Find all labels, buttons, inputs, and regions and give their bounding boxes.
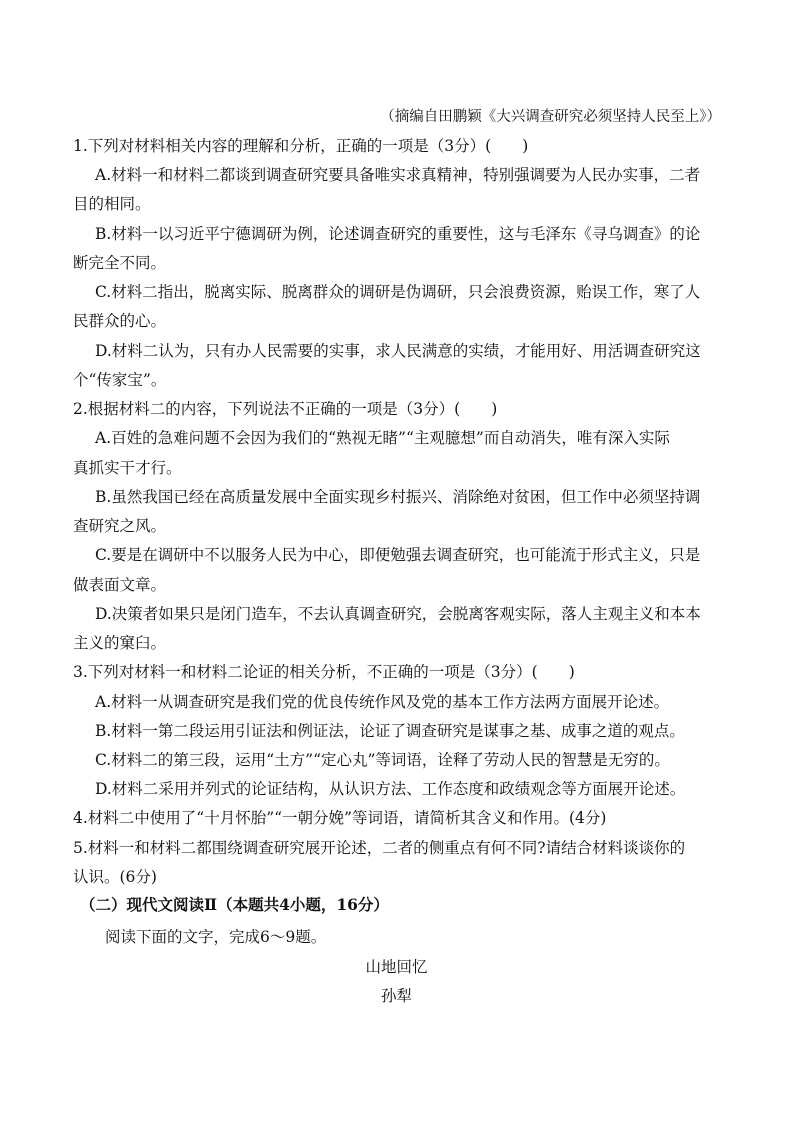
article-title: 山地回忆 (365, 958, 428, 976)
question-4: 4.材料二中使用了“十月怀胎”“一朝分娩”等词语，请简析其含义和作用。(4分) (73, 809, 607, 827)
question-2-option-b-cont: 查研究之风。 (73, 517, 167, 535)
source-attribution: （摘编自田鹏颖《大兴调查研究必须坚持人民至上》） (380, 109, 721, 125)
question-2-option-a: A.百姓的急难问题不会因为我们的“熟视无睹”“主观臆想”而自动消失，唯有深入实际 (95, 429, 670, 447)
question-1-stem: 1.下列对材料相关内容的理解和分析，正确的一项是（3分）( ) (73, 137, 529, 155)
section-heading: （二）现代文阅读Ⅱ（本题共4小题，16分） (80, 895, 389, 914)
article-author: 孙犁 (380, 987, 412, 1005)
question-1-option-a-cont: 目的相同。 (73, 195, 151, 213)
question-2-option-a-cont: 真抓实干才行。 (73, 459, 182, 477)
question-5-cont: 认识。(6分) (73, 868, 157, 886)
question-1-option-b-cont: 断完全不同。 (73, 254, 167, 272)
question-3-option-c: C.材料二的第三段，运用“土方”“定心丸”等词语，诠释了劳动人民的智慧是无穷的。 (95, 751, 670, 769)
question-1-option-d: D.材料二认为，只有办人民需要的实事，求人民满意的实绩，才能用好、用活调查研究这 (95, 342, 701, 360)
question-2-option-d: D.决策者如果只是闭门造车，不去认真调查研究，会脱离客观实际，落人主观主义和本本 (95, 605, 701, 623)
question-2-option-c-cont: 做表面文章。 (73, 576, 167, 594)
question-5: 5.材料一和材料二都围绕调查研究展开论述，二者的侧重点有何不同?请结合材料谈谈你的 (73, 839, 686, 857)
question-1-option-c-cont: 民群众的心。 (73, 312, 167, 330)
question-1-option-d-cont: 个“传家宝”。 (73, 371, 167, 389)
question-2-stem: 2.根据材料二的内容，下列说法不正确的一项是（3分）( ) (73, 400, 498, 418)
section-instructions: 阅读下面的文字，完成6～9题。 (105, 928, 327, 946)
question-3-option-a: A.材料一从调查研究是我们党的优良传统作风及党的基本工作方法两方面展开论述。 (95, 693, 670, 711)
question-2-option-b: B.虽然我国已经在高质量发展中全面实现乡村振兴、消除绝对贫困，但工作中必须坚持调 (95, 488, 701, 506)
question-3-option-b: B.材料一第二段运用引证法和例证法，论证了调查研究是谋事之基、成事之道的观点。 (95, 722, 685, 740)
question-1-option-a: A.材料一和材料二都谈到调查研究要具备唯实求真精神，特别强调要为人民办实事，二者 (95, 166, 701, 184)
question-2-option-d-cont: 主义的窠臼。 (73, 634, 167, 652)
question-3-option-d: D.材料二采用并列式的论证结构，从认识方法、工作态度和政绩观念等方面展开论述。 (95, 780, 686, 798)
question-3-stem: 3.下列对材料一和材料二论证的相关分析，不正确的一项是（3分）( ) (73, 663, 575, 681)
question-1-option-c: C.材料二指出，脱离实际、脱离群众的调研是伪调研，只会浪费资源，贻误工作，寒了人 (95, 283, 701, 301)
question-2-option-c: C.要是在调研中不以服务人民为中心，即便勉强去调查研究，也可能流于形式主义，只是 (95, 546, 701, 564)
question-1-option-b: B.材料一以习近平宁德调研为例，论述调查研究的重要性，这与毛泽东《寻乌调查》的论 (95, 225, 701, 243)
